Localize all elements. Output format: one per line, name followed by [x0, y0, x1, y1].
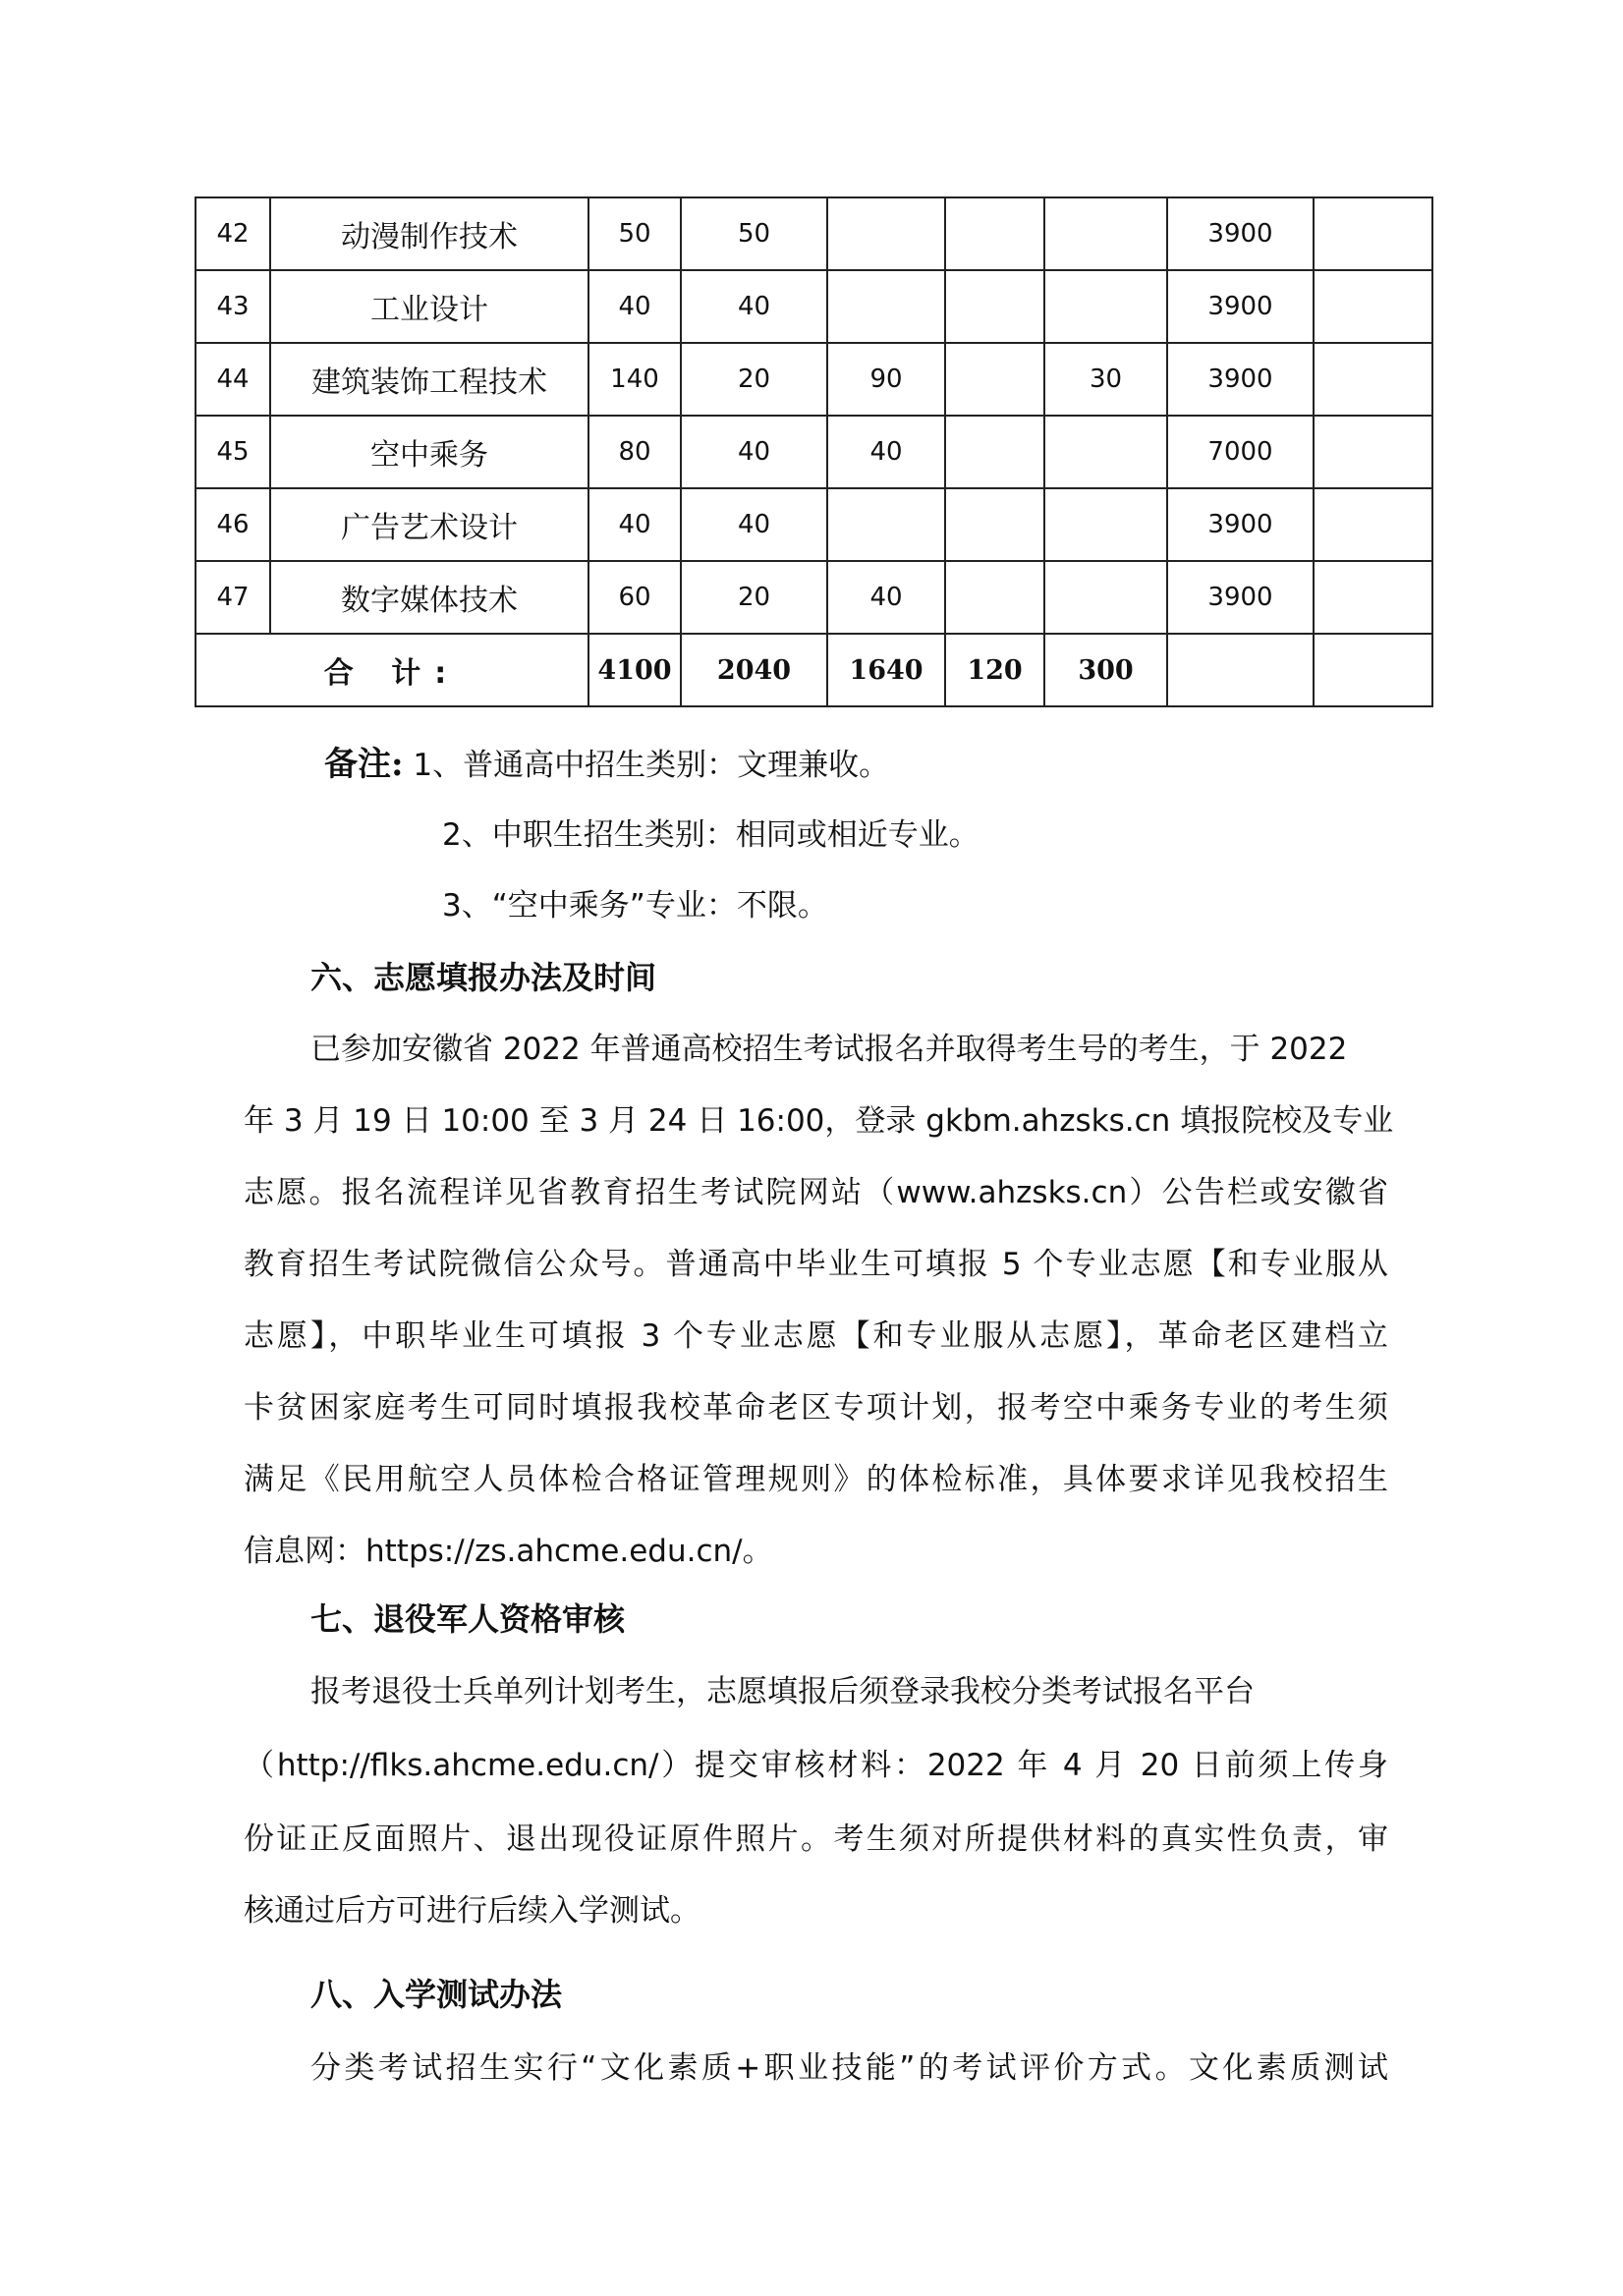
table-row: [196, 561, 1432, 634]
cell-c5: [1044, 197, 1167, 270]
cell-major: 广告艺术设计: [270, 488, 588, 561]
cell-note: [1314, 343, 1432, 416]
table-row: [196, 197, 1432, 270]
cell-fee: 3900: [1167, 197, 1314, 270]
cell-major: 工业设计: [270, 270, 588, 343]
cell-note: [1314, 270, 1432, 343]
cell-major: 动漫制作技术: [270, 197, 588, 270]
paragraph-line: 报考退役士兵单列计划考生，志愿填报后须登录我校分类考试报名平台: [310, 1674, 1255, 1709]
paragraph-line: 满足《民用航空人员体检合格证管理规则》的体检标准，具体要求详见我校招生: [244, 1462, 1388, 1497]
cell-c3: 40: [827, 416, 945, 488]
cell-no: 45: [196, 416, 270, 488]
cell-no: 43: [196, 270, 270, 343]
cell-total: 80: [588, 416, 681, 488]
cell-c2: 20: [681, 561, 827, 634]
total-cell: 4100: [588, 634, 681, 706]
cell-no: 47: [196, 561, 270, 634]
total-label: 合 计:: [196, 634, 588, 706]
cell-total: 40: [588, 270, 681, 343]
section-heading: 七、退役军人资格审核: [310, 1600, 626, 1638]
cell-fee: 3900: [1167, 561, 1314, 634]
cell-c2: 50: [681, 197, 827, 270]
total-cell: [1167, 634, 1314, 706]
cell-fee: 3900: [1167, 488, 1314, 561]
total-cell: 300: [1044, 634, 1167, 706]
cell-c2: 40: [681, 488, 827, 561]
cell-c5: [1044, 488, 1167, 561]
paragraph-line: 志愿】，中职毕业生可填报 3 个专业志愿【和专业服从志愿】，革命老区建档立: [244, 1318, 1388, 1354]
cell-c3: 90: [827, 343, 945, 416]
cell-c5: [1044, 561, 1167, 634]
total-row: [196, 634, 1432, 706]
notes-label: 备注:: [324, 745, 404, 784]
note-item: 2、中职生招生类别：相同或相近专业。: [442, 817, 979, 853]
total-cell: 1640: [827, 634, 945, 706]
cell-c2: 40: [681, 270, 827, 343]
cell-c4: [945, 488, 1044, 561]
paragraph-line: 份证正反面照片、退出现役证原件照片。考生须对所提供材料的真实性负责，审: [244, 1821, 1388, 1857]
total-cell: 2040: [681, 634, 827, 706]
notes-line-1: [324, 745, 889, 785]
paragraph-line: （http://flks.ahcme.edu.cn/）提交审核材料：2022 年 4 月 20 日前须上传身: [244, 1748, 1388, 1783]
cell-total: 40: [588, 488, 681, 561]
cell-note: [1314, 416, 1432, 488]
cell-c5: [1044, 416, 1167, 488]
cell-c4: [945, 270, 1044, 343]
cell-fee: 3900: [1167, 270, 1314, 343]
cell-no: 42: [196, 197, 270, 270]
cell-c3: [827, 488, 945, 561]
cell-no: 46: [196, 488, 270, 561]
cell-total: 50: [588, 197, 681, 270]
cell-note: [1314, 488, 1432, 561]
paragraph-line: 志愿。报名流程详见省教育招生考试院网站（www.ahzsks.cn）公告栏或安徽省: [244, 1175, 1388, 1210]
cell-c3: [827, 197, 945, 270]
paragraph-line: 信息网：https://zs.ahcme.edu.cn/。: [244, 1534, 773, 1569]
note-item: 3、“空中乘务”专业：不限。: [442, 888, 828, 924]
cell-c2: 40: [681, 416, 827, 488]
cell-c4: [945, 197, 1044, 270]
cell-c3: [827, 270, 945, 343]
cell-total: 60: [588, 561, 681, 634]
cell-note: [1314, 197, 1432, 270]
cell-fee: 3900: [1167, 343, 1314, 416]
cell-total: 140: [588, 343, 681, 416]
paragraph-line: 教育招生考试院微信公众号。普通高中毕业生可填报 5 个专业志愿【和专业服从: [244, 1247, 1388, 1282]
cell-no: 44: [196, 343, 270, 416]
cell-c4: [945, 416, 1044, 488]
paragraph-line: 分类考试招生实行“文化素质+职业技能”的考试评价方式。文化素质测试: [310, 2050, 1388, 2086]
cell-fee: 7000: [1167, 416, 1314, 488]
paragraph-line: 已参加安徽省 2022 年普通高校招生考试报名并取得考生号的考生，于 2022: [310, 1032, 1348, 1067]
total-cell: [1314, 634, 1432, 706]
cell-c2: 20: [681, 343, 827, 416]
paragraph-line: 卡贫困家庭考生可同时填报我校革命老区专项计划，报考空中乘务专业的考生须: [244, 1390, 1388, 1426]
section-heading: 八、入学测试办法: [310, 1976, 563, 2013]
section-heading: 六、志愿填报办法及时间: [310, 959, 657, 996]
table-row: [196, 343, 1432, 416]
cell-major: 空中乘务: [270, 416, 588, 488]
note-item: 1、普通高中招生类别：文理兼收。: [413, 748, 890, 783]
total-cell: 120: [945, 634, 1044, 706]
cell-c5: 30: [1044, 343, 1167, 416]
paragraph-line: 年 3 月 19 日 10:00 至 3 月 24 日 16:00，登录 gkbm.ahzsks.cn 填报院校及专业: [244, 1103, 1394, 1139]
table-row: [196, 416, 1432, 488]
enrollment-plan-table: [195, 196, 1433, 707]
cell-c4: [945, 343, 1044, 416]
cell-major: 建筑装饰工程技术: [270, 343, 588, 416]
table-row: [196, 488, 1432, 561]
cell-c4: [945, 561, 1044, 634]
cell-major: 数字媒体技术: [270, 561, 588, 634]
table-row: [196, 270, 1432, 343]
paragraph-line: 核通过后方可进行后续入学测试。: [244, 1893, 700, 1929]
cell-c3: 40: [827, 561, 945, 634]
cell-note: [1314, 561, 1432, 634]
cell-c5: [1044, 270, 1167, 343]
